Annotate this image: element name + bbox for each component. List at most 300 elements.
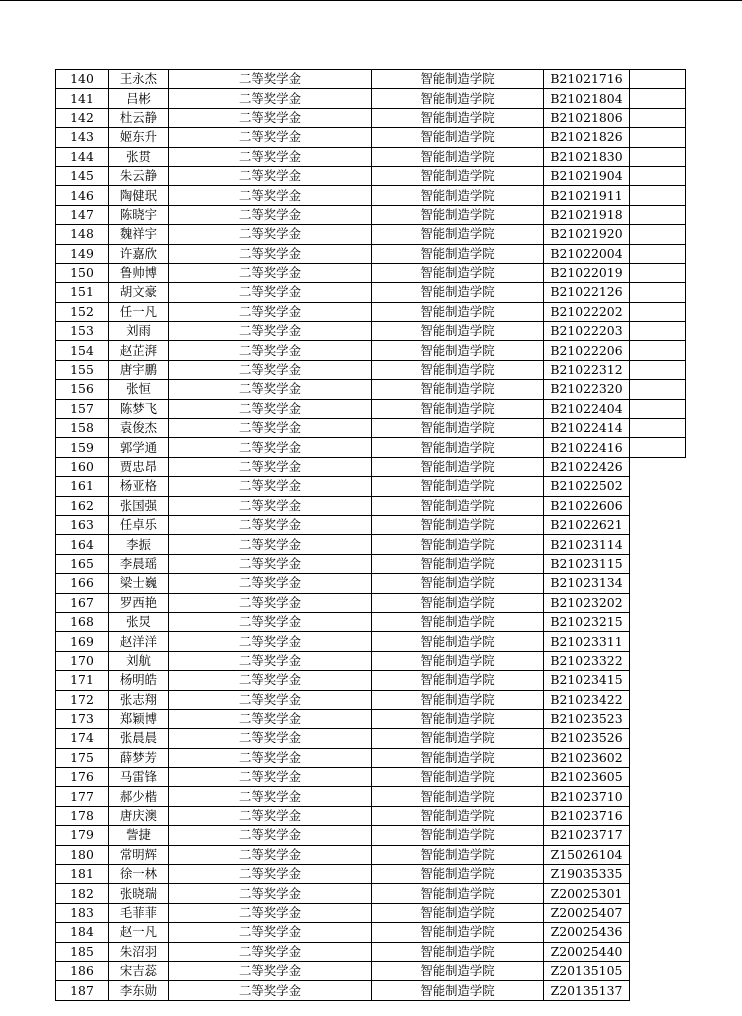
award-level-cell: 二等奖学金 <box>169 942 372 961</box>
award-level-cell: 二等奖学金 <box>169 884 372 903</box>
award-level-cell: 二等奖学金 <box>169 302 372 321</box>
student-name-cell: 赵一凡 <box>109 923 169 942</box>
extra-empty-cell <box>630 341 686 360</box>
student-name-cell: 李东勋 <box>109 981 169 1000</box>
student-name-cell: 张志翔 <box>109 690 169 709</box>
extra-empty-cell <box>630 768 686 787</box>
student-id-cell: B21021918 <box>544 205 630 224</box>
award-level-cell: 二等奖学金 <box>169 709 372 728</box>
award-level-cell: 二等奖学金 <box>169 923 372 942</box>
table-row <box>56 438 686 457</box>
extra-empty-cell <box>630 884 686 903</box>
student-id-cell: B21022404 <box>544 399 630 418</box>
row-number-cell: 185 <box>56 942 109 961</box>
student-name-cell: 唐庆澳 <box>109 806 169 825</box>
extra-empty-cell <box>630 729 686 748</box>
row-number-cell: 141 <box>56 89 109 108</box>
student-name-cell: 徐一林 <box>109 865 169 884</box>
award-level-cell: 二等奖学金 <box>169 205 372 224</box>
row-number-cell: 175 <box>56 748 109 767</box>
student-id-cell: B21021830 <box>544 147 630 166</box>
student-name-cell: 王永杰 <box>109 70 169 89</box>
student-name-cell: 毛菲菲 <box>109 903 169 922</box>
row-number-cell: 184 <box>56 923 109 942</box>
page-top-rule <box>0 0 742 1</box>
college-name-cell: 智能制造学院 <box>372 360 544 379</box>
table-row <box>56 709 686 728</box>
extra-empty-cell <box>630 903 686 922</box>
student-name-cell: 胡文豪 <box>109 283 169 302</box>
college-name-cell: 智能制造学院 <box>372 302 544 321</box>
extra-empty-cell <box>630 457 686 476</box>
row-number-cell: 160 <box>56 457 109 476</box>
extra-empty-cell <box>630 263 686 282</box>
award-level-cell: 二等奖学金 <box>169 981 372 1000</box>
award-list-table <box>55 69 686 1001</box>
student-name-cell: 刘雨 <box>109 322 169 341</box>
award-level-cell: 二等奖学金 <box>169 787 372 806</box>
college-name-cell: 智能制造学院 <box>372 729 544 748</box>
college-name-cell: 智能制造学院 <box>372 865 544 884</box>
student-name-cell: 郝少楷 <box>109 787 169 806</box>
extra-empty-cell <box>630 787 686 806</box>
student-id-cell: B21022426 <box>544 457 630 476</box>
student-name-cell: 唐宇鹏 <box>109 360 169 379</box>
row-number-cell: 149 <box>56 244 109 263</box>
college-name-cell: 智能制造学院 <box>372 651 544 670</box>
extra-empty-cell <box>630 709 686 728</box>
table-row <box>56 612 686 631</box>
student-name-cell: 张贯 <box>109 147 169 166</box>
college-name-cell: 智能制造学院 <box>372 128 544 147</box>
student-name-cell: 魏祥宇 <box>109 225 169 244</box>
student-id-cell: B21023422 <box>544 690 630 709</box>
row-number-cell: 168 <box>56 612 109 631</box>
student-id-cell: B21023311 <box>544 632 630 651</box>
student-name-cell: 刘航 <box>109 651 169 670</box>
student-id-cell: B21023115 <box>544 554 630 573</box>
row-number-cell: 180 <box>56 845 109 864</box>
student-id-cell: Z20135105 <box>544 961 630 980</box>
student-name-cell: 马雷锋 <box>109 768 169 787</box>
student-name-cell: 李振 <box>109 535 169 554</box>
table-row <box>56 322 686 341</box>
student-name-cell: 张国强 <box>109 496 169 515</box>
table-row <box>56 806 686 825</box>
student-id-cell: Z20025301 <box>544 884 630 903</box>
row-number-cell: 167 <box>56 593 109 612</box>
award-level-cell: 二等奖学金 <box>169 225 372 244</box>
row-number-cell: 187 <box>56 981 109 1000</box>
table-row <box>56 535 686 554</box>
student-id-cell: B21023202 <box>544 593 630 612</box>
row-number-cell: 165 <box>56 554 109 573</box>
college-name-cell: 智能制造学院 <box>372 942 544 961</box>
college-name-cell: 智能制造学院 <box>372 593 544 612</box>
student-name-cell: 陈梦飞 <box>109 399 169 418</box>
row-number-cell: 144 <box>56 147 109 166</box>
extra-empty-cell <box>630 826 686 845</box>
extra-empty-cell <box>630 981 686 1000</box>
row-number-cell: 170 <box>56 651 109 670</box>
college-name-cell: 智能制造学院 <box>372 419 544 438</box>
college-name-cell: 智能制造学院 <box>372 612 544 631</box>
student-id-cell: B21023602 <box>544 748 630 767</box>
student-name-cell: 袁俊杰 <box>109 419 169 438</box>
college-name-cell: 智能制造学院 <box>372 457 544 476</box>
college-name-cell: 智能制造学院 <box>372 322 544 341</box>
student-id-cell: B21022126 <box>544 283 630 302</box>
extra-empty-cell <box>630 147 686 166</box>
student-id-cell: B21022502 <box>544 477 630 496</box>
student-id-cell: Z20025436 <box>544 923 630 942</box>
row-number-cell: 143 <box>56 128 109 147</box>
college-name-cell: 智能制造学院 <box>372 438 544 457</box>
student-id-cell: B21023605 <box>544 768 630 787</box>
table-row <box>56 166 686 185</box>
college-name-cell: 智能制造学院 <box>372 225 544 244</box>
student-name-cell: 李晨瑶 <box>109 554 169 573</box>
student-name-cell: 鲁帅博 <box>109 263 169 282</box>
student-id-cell: B21022203 <box>544 322 630 341</box>
row-number-cell: 154 <box>56 341 109 360</box>
student-name-cell: 朱云静 <box>109 166 169 185</box>
student-name-cell: 陶健珉 <box>109 186 169 205</box>
college-name-cell: 智能制造学院 <box>372 70 544 89</box>
award-level-cell: 二等奖学金 <box>169 399 372 418</box>
student-name-cell: 梁士巍 <box>109 574 169 593</box>
student-id-cell: Z20025407 <box>544 903 630 922</box>
award-level-cell: 二等奖学金 <box>169 186 372 205</box>
college-name-cell: 智能制造学院 <box>372 108 544 127</box>
table-row <box>56 961 686 980</box>
student-id-cell: B21023717 <box>544 826 630 845</box>
student-id-cell: B21022019 <box>544 263 630 282</box>
table-body <box>56 70 686 1001</box>
college-name-cell: 智能制造学院 <box>372 787 544 806</box>
table-row <box>56 748 686 767</box>
student-name-cell: 常明辉 <box>109 845 169 864</box>
table-row <box>56 283 686 302</box>
table-row <box>56 399 686 418</box>
row-number-cell: 164 <box>56 535 109 554</box>
college-name-cell: 智能制造学院 <box>372 884 544 903</box>
row-number-cell: 163 <box>56 515 109 534</box>
award-level-cell: 二等奖学金 <box>169 903 372 922</box>
student-id-cell: B21022202 <box>544 302 630 321</box>
extra-empty-cell <box>630 186 686 205</box>
extra-empty-cell <box>630 108 686 127</box>
table-row <box>56 593 686 612</box>
table-row <box>56 186 686 205</box>
row-number-cell: 151 <box>56 283 109 302</box>
student-name-cell: 赵芷湃 <box>109 341 169 360</box>
student-name-cell: 任一凡 <box>109 302 169 321</box>
college-name-cell: 智能制造学院 <box>372 554 544 573</box>
student-id-cell: B21023215 <box>544 612 630 631</box>
table-row <box>56 768 686 787</box>
student-id-cell: B21023415 <box>544 671 630 690</box>
table-row <box>56 574 686 593</box>
table-row <box>56 128 686 147</box>
table-row <box>56 651 686 670</box>
award-level-cell: 二等奖学金 <box>169 89 372 108</box>
row-number-cell: 172 <box>56 690 109 709</box>
award-level-cell: 二等奖学金 <box>169 341 372 360</box>
college-name-cell: 智能制造学院 <box>372 709 544 728</box>
extra-empty-cell <box>630 438 686 457</box>
student-id-cell: B21022621 <box>544 515 630 534</box>
student-name-cell: 郑颖博 <box>109 709 169 728</box>
award-level-cell: 二等奖学金 <box>169 845 372 864</box>
student-name-cell: 任卓乐 <box>109 515 169 534</box>
student-id-cell: B21023114 <box>544 535 630 554</box>
row-number-cell: 183 <box>56 903 109 922</box>
student-id-cell: B21023710 <box>544 787 630 806</box>
extra-empty-cell <box>630 690 686 709</box>
extra-empty-cell <box>630 419 686 438</box>
extra-empty-cell <box>630 612 686 631</box>
row-number-cell: 155 <box>56 360 109 379</box>
table-row <box>56 263 686 282</box>
table-row <box>56 244 686 263</box>
student-name-cell: 许嘉欣 <box>109 244 169 263</box>
row-number-cell: 174 <box>56 729 109 748</box>
award-level-cell: 二等奖学金 <box>169 671 372 690</box>
college-name-cell: 智能制造学院 <box>372 574 544 593</box>
row-number-cell: 157 <box>56 399 109 418</box>
college-name-cell: 智能制造学院 <box>372 845 544 864</box>
student-name-cell: 罗西艳 <box>109 593 169 612</box>
extra-empty-cell <box>630 845 686 864</box>
student-id-cell: B21023523 <box>544 709 630 728</box>
table-row <box>56 729 686 748</box>
award-level-cell: 二等奖学金 <box>169 147 372 166</box>
table-row <box>56 942 686 961</box>
award-list-sheet <box>55 69 685 1001</box>
table-row <box>56 457 686 476</box>
award-level-cell: 二等奖学金 <box>169 651 372 670</box>
row-number-cell: 158 <box>56 419 109 438</box>
award-level-cell: 二等奖学金 <box>169 865 372 884</box>
extra-empty-cell <box>630 593 686 612</box>
college-name-cell: 智能制造学院 <box>372 205 544 224</box>
table-row <box>56 205 686 224</box>
student-id-cell: B21021904 <box>544 166 630 185</box>
table-row <box>56 923 686 942</box>
college-name-cell: 智能制造学院 <box>372 186 544 205</box>
table-row <box>56 419 686 438</box>
award-level-cell: 二等奖学金 <box>169 961 372 980</box>
award-level-cell: 二等奖学金 <box>169 593 372 612</box>
award-level-cell: 二等奖学金 <box>169 244 372 263</box>
student-id-cell: B21021920 <box>544 225 630 244</box>
row-number-cell: 179 <box>56 826 109 845</box>
student-name-cell: 张恒 <box>109 380 169 399</box>
table-row <box>56 225 686 244</box>
student-id-cell: B21021911 <box>544 186 630 205</box>
extra-empty-cell <box>630 322 686 341</box>
student-name-cell: 赵洋洋 <box>109 632 169 651</box>
table-row <box>56 360 686 379</box>
award-level-cell: 二等奖学金 <box>169 806 372 825</box>
student-id-cell: B21021826 <box>544 128 630 147</box>
student-name-cell: 郭学通 <box>109 438 169 457</box>
row-number-cell: 145 <box>56 166 109 185</box>
award-level-cell: 二等奖学金 <box>169 263 372 282</box>
college-name-cell: 智能制造学院 <box>372 380 544 399</box>
student-id-cell: B21023716 <box>544 806 630 825</box>
college-name-cell: 智能制造学院 <box>372 690 544 709</box>
extra-empty-cell <box>630 302 686 321</box>
award-level-cell: 二等奖学金 <box>169 380 372 399</box>
award-level-cell: 二等奖学金 <box>169 438 372 457</box>
extra-empty-cell <box>630 244 686 263</box>
award-level-cell: 二等奖学金 <box>169 768 372 787</box>
award-level-cell: 二等奖学金 <box>169 322 372 341</box>
college-name-cell: 智能制造学院 <box>372 477 544 496</box>
row-number-cell: 166 <box>56 574 109 593</box>
student-id-cell: Z15026104 <box>544 845 630 864</box>
student-id-cell: B21023526 <box>544 729 630 748</box>
extra-empty-cell <box>630 225 686 244</box>
student-name-cell: 姬东升 <box>109 128 169 147</box>
table-row <box>56 515 686 534</box>
award-level-cell: 二等奖学金 <box>169 477 372 496</box>
row-number-cell: 153 <box>56 322 109 341</box>
extra-empty-cell <box>630 166 686 185</box>
extra-empty-cell <box>630 515 686 534</box>
award-level-cell: 二等奖学金 <box>169 128 372 147</box>
row-number-cell: 152 <box>56 302 109 321</box>
table-row <box>56 89 686 108</box>
table-row <box>56 903 686 922</box>
college-name-cell: 智能制造学院 <box>372 961 544 980</box>
student-id-cell: B21023322 <box>544 651 630 670</box>
row-number-cell: 186 <box>56 961 109 980</box>
award-level-cell: 二等奖学金 <box>169 748 372 767</box>
table-row <box>56 70 686 89</box>
extra-empty-cell <box>630 380 686 399</box>
table-row <box>56 302 686 321</box>
extra-empty-cell <box>630 496 686 515</box>
row-number-cell: 140 <box>56 70 109 89</box>
table-row <box>56 826 686 845</box>
row-number-cell: 148 <box>56 225 109 244</box>
award-level-cell: 二等奖学金 <box>169 826 372 845</box>
student-id-cell: B21022416 <box>544 438 630 457</box>
table-row <box>56 341 686 360</box>
row-number-cell: 169 <box>56 632 109 651</box>
award-level-cell: 二等奖学金 <box>169 419 372 438</box>
row-number-cell: 177 <box>56 787 109 806</box>
extra-empty-cell <box>630 942 686 961</box>
table-row <box>56 554 686 573</box>
student-id-cell: B21021716 <box>544 70 630 89</box>
award-level-cell: 二等奖学金 <box>169 515 372 534</box>
student-id-cell: Z19035335 <box>544 865 630 884</box>
row-number-cell: 156 <box>56 380 109 399</box>
award-level-cell: 二等奖学金 <box>169 70 372 89</box>
row-number-cell: 162 <box>56 496 109 515</box>
row-number-cell: 146 <box>56 186 109 205</box>
award-level-cell: 二等奖学金 <box>169 574 372 593</box>
award-level-cell: 二等奖学金 <box>169 632 372 651</box>
extra-empty-cell <box>630 399 686 418</box>
row-number-cell: 178 <box>56 806 109 825</box>
table-row <box>56 477 686 496</box>
extra-empty-cell <box>630 923 686 942</box>
table-row <box>56 981 686 1000</box>
student-id-cell: Z20135137 <box>544 981 630 1000</box>
row-number-cell: 150 <box>56 263 109 282</box>
student-name-cell: 杜云静 <box>109 108 169 127</box>
college-name-cell: 智能制造学院 <box>372 399 544 418</box>
college-name-cell: 智能制造学院 <box>372 748 544 767</box>
college-name-cell: 智能制造学院 <box>372 826 544 845</box>
row-number-cell: 173 <box>56 709 109 728</box>
row-number-cell: 171 <box>56 671 109 690</box>
extra-empty-cell <box>630 632 686 651</box>
extra-empty-cell <box>630 806 686 825</box>
table-row <box>56 690 686 709</box>
extra-empty-cell <box>630 748 686 767</box>
award-level-cell: 二等奖学金 <box>169 729 372 748</box>
student-name-cell: 贾忠昂 <box>109 457 169 476</box>
extra-empty-cell <box>630 554 686 573</box>
student-name-cell: 吕彬 <box>109 89 169 108</box>
student-id-cell: B21022312 <box>544 360 630 379</box>
award-level-cell: 二等奖学金 <box>169 496 372 515</box>
student-id-cell: B21022320 <box>544 380 630 399</box>
student-id-cell: Z20025440 <box>544 942 630 961</box>
college-name-cell: 智能制造学院 <box>372 283 544 302</box>
student-id-cell: B21023134 <box>544 574 630 593</box>
student-name-cell: 杨亚格 <box>109 477 169 496</box>
college-name-cell: 智能制造学院 <box>372 923 544 942</box>
extra-empty-cell <box>630 360 686 379</box>
award-level-cell: 二等奖学金 <box>169 283 372 302</box>
college-name-cell: 智能制造学院 <box>372 89 544 108</box>
row-number-cell: 176 <box>56 768 109 787</box>
extra-empty-cell <box>630 865 686 884</box>
row-number-cell: 159 <box>56 438 109 457</box>
extra-empty-cell <box>630 205 686 224</box>
college-name-cell: 智能制造学院 <box>372 671 544 690</box>
award-level-cell: 二等奖学金 <box>169 166 372 185</box>
college-name-cell: 智能制造学院 <box>372 535 544 554</box>
extra-empty-cell <box>630 89 686 108</box>
row-number-cell: 161 <box>56 477 109 496</box>
student-name-cell: 朱沼羽 <box>109 942 169 961</box>
student-id-cell: B21022606 <box>544 496 630 515</box>
college-name-cell: 智能制造学院 <box>372 147 544 166</box>
college-name-cell: 智能制造学院 <box>372 263 544 282</box>
award-level-cell: 二等奖学金 <box>169 360 372 379</box>
extra-empty-cell <box>630 961 686 980</box>
award-level-cell: 二等奖学金 <box>169 535 372 554</box>
extra-empty-cell <box>630 477 686 496</box>
student-id-cell: B21022004 <box>544 244 630 263</box>
student-name-cell: 杨明皓 <box>109 671 169 690</box>
table-row <box>56 787 686 806</box>
student-name-cell: 张炅 <box>109 612 169 631</box>
row-number-cell: 147 <box>56 205 109 224</box>
college-name-cell: 智能制造学院 <box>372 341 544 360</box>
extra-empty-cell <box>630 70 686 89</box>
extra-empty-cell <box>630 128 686 147</box>
student-id-cell: B21022206 <box>544 341 630 360</box>
